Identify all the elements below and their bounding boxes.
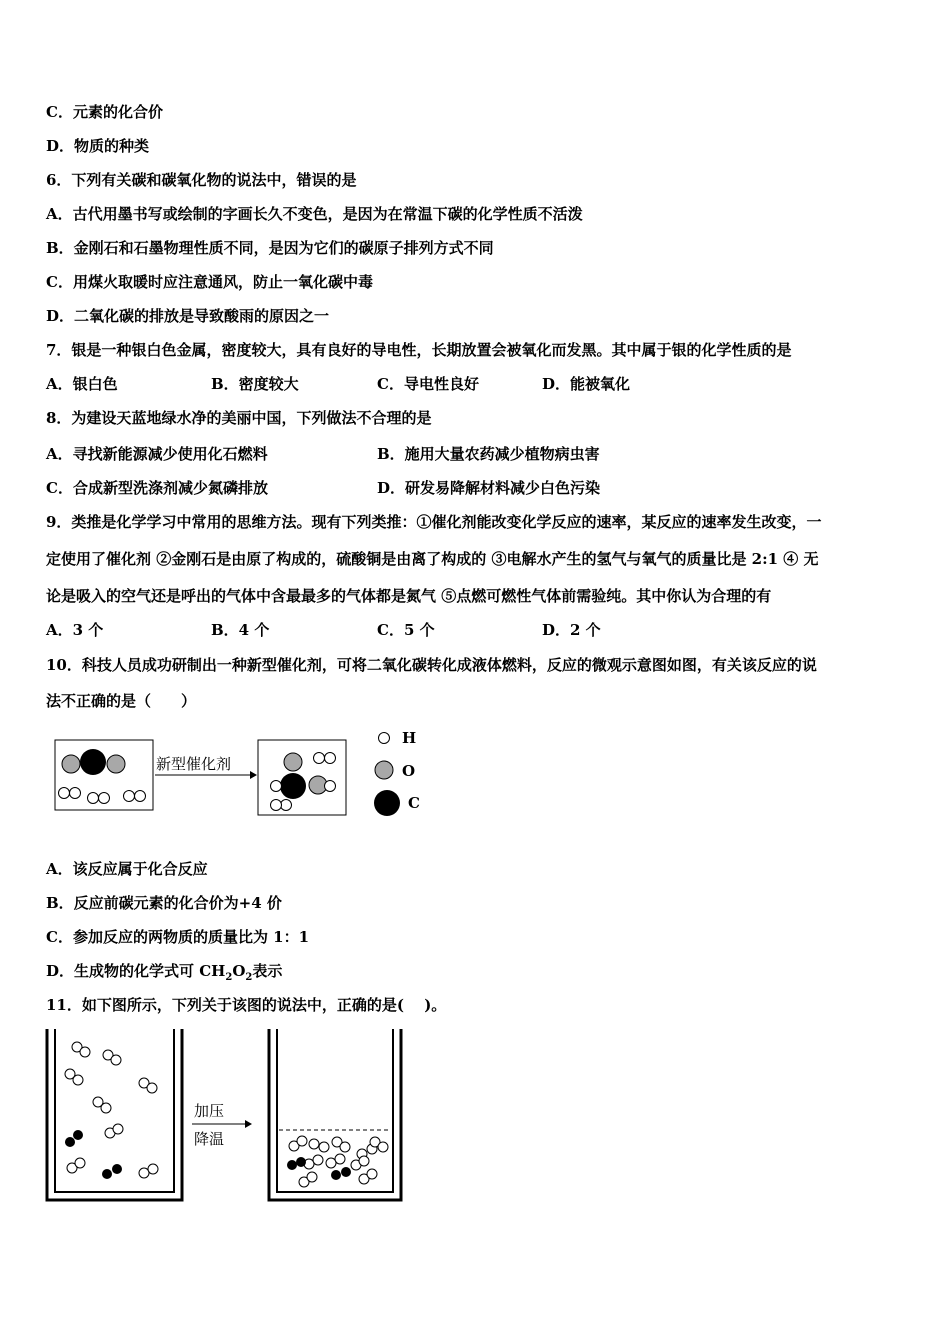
q9-option-c: C．5 个 — [377, 621, 435, 639]
q6-option-b: B．金刚石和石墨物理性质不同，是因为它们的碳原子排列方式不同 — [46, 239, 494, 257]
q8-option-a: A．寻找新能源减少使用化石燃料 — [46, 445, 268, 463]
question-7: 7．银是一种银白色金属，密度较大，具有良好的导电性，长期放置会被氧化而发黑。其中属于银的化学性质的是 — [46, 341, 792, 359]
hydrogen-atom — [88, 793, 99, 804]
q10-option-c: C．参加反应的两物质的质量比为 1：1 — [46, 928, 310, 946]
question-11: 11．如下图所示，下列关于该图的说法中，正确的是( )。 — [46, 996, 447, 1014]
hydrogen-atom — [124, 791, 135, 802]
hydrogen-atom — [325, 753, 336, 764]
question-6: 6．下列有关碳和碳氧化物的说法中，错误的是 — [46, 171, 357, 189]
q7-option-b: B．密度较大 — [211, 375, 299, 393]
legend-oxygen-icon — [375, 761, 393, 779]
question-9-line3: 论是吸入的空气还是呼出的气体中含最最多的气体都是氮气 ⑤点燃可燃性气体前需验纯。其中你认为合理的有 — [46, 587, 772, 605]
hydrogen-atom — [59, 788, 70, 799]
hydrogen-atom — [99, 793, 110, 804]
hydrogen-atom — [271, 781, 282, 792]
q6-option-a: A．古代用墨书写或绘制的字画长久不变色，是因为在常温下碳的化学性质不活泼 — [46, 205, 583, 223]
hydrogen-atom — [281, 800, 292, 811]
container-outer — [47, 1029, 182, 1200]
hydrogen-atom — [271, 800, 282, 811]
q8-option-d: D．研发易降解材料减少白色污染 — [377, 479, 601, 497]
oxygen-atom — [284, 753, 302, 771]
legend-carbon-icon — [374, 790, 400, 816]
question-10-line2: 法不正确的是（ ） — [46, 692, 197, 710]
option-line: C．元素的化合价 — [46, 103, 163, 121]
q8-option-c: C．合成新型洗涤剂减少氮磷排放 — [46, 479, 268, 497]
arrow-head — [245, 1120, 252, 1128]
q10-option-d: D．生成物的化学式可 $CH_2O_2$表示 — [46, 962, 283, 983]
oxygen-atom — [107, 755, 125, 773]
hydrogen-atom — [325, 781, 336, 792]
question-9-line1: 9．类推是化学学习中常用的思维方法。现有下列类推：①催化剂能改变化学反应的速率，某反应的速率发生改变，一 — [46, 513, 822, 531]
q7-option-c: C．导电性良好 — [377, 375, 479, 393]
option-line: D．物质的种类 — [46, 137, 150, 155]
cool-label: 降温 — [194, 1130, 225, 1148]
q10-option-b: B．反应前碳元素的化合价为+4 价 — [46, 894, 282, 912]
question-8: 8．为建设天蓝地绿水净的美丽中国，下列做法不合理的是 — [46, 409, 432, 427]
q6-option-c: C．用煤火取暖时应注意通风，防止一氧化碳中毒 — [46, 273, 373, 291]
gas-molecules — [65, 1042, 158, 1178]
hydrogen-atom — [70, 788, 81, 799]
q10-option-a: A．该反应属于化合反应 — [46, 860, 208, 878]
legend-h: H — [402, 729, 417, 747]
carbon-atom — [280, 773, 306, 799]
oxygen-atom — [62, 755, 80, 773]
hydrogen-atom — [135, 791, 146, 802]
question-9-line2: 定使用了催化剂 ②金刚石是由原了构成的，硫酸铜是由离了构成的 ③电解水产生的氢气与氧气的质量比是 2:1 ④ 无 — [46, 550, 819, 568]
compression-diagram — [44, 1026, 414, 1206]
q9-option-a: A．3 个 — [46, 621, 104, 639]
q8-option-b: B．施用大量农药减少植物病虫害 — [377, 445, 600, 463]
catalyst-label: 新型催化剂 — [156, 755, 232, 773]
legend-o: O — [402, 762, 416, 780]
reaction-diagram — [50, 722, 440, 822]
hydrogen-atom — [314, 753, 325, 764]
q9-option-d: D．2 个 — [542, 621, 601, 639]
q6-option-d: D．二氧化碳的排放是导致酸雨的原因之一 — [46, 307, 330, 325]
question-10-line1: 10．科技人员成功研制出一种新型催化剂，可将二氧化碳转化成液体燃料，反应的微观示意图如图，有关该反应的说 — [46, 656, 817, 674]
arrow-head — [250, 771, 257, 779]
carbon-atom — [80, 749, 106, 775]
q7-option-a: A．银白色 — [46, 375, 118, 393]
legend-c: C — [408, 794, 420, 812]
legend-hydrogen-icon — [379, 733, 390, 744]
pressurize-label: 加压 — [194, 1102, 225, 1120]
q7-option-d: D．能被氧化 — [542, 375, 631, 393]
q9-option-b: B．4 个 — [211, 621, 270, 639]
